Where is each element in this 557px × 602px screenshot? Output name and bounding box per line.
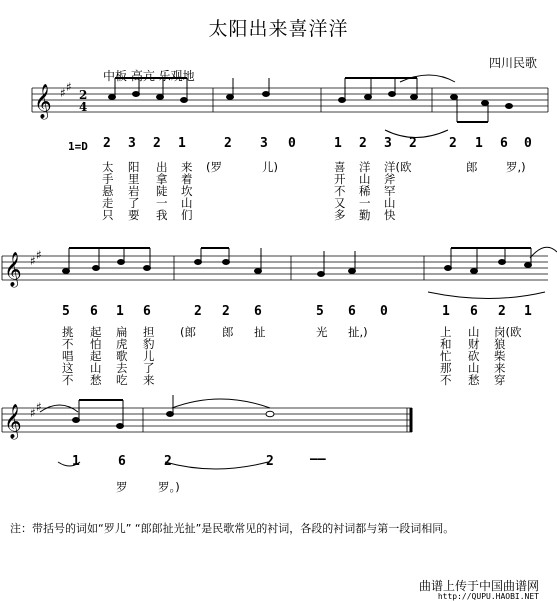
jianpu-note: 1 bbox=[72, 454, 80, 469]
lyric: 开 bbox=[334, 172, 346, 186]
jianpu-note: 2 bbox=[266, 454, 274, 469]
jianpu-note: 6 bbox=[254, 304, 262, 319]
lyric: 洋 bbox=[359, 160, 371, 174]
lyric: 太 bbox=[102, 160, 114, 174]
lyric: 扁 bbox=[116, 325, 128, 339]
jianpu-note: 2 bbox=[164, 454, 172, 469]
lyric: 来 bbox=[143, 373, 155, 387]
lyric: 起 bbox=[90, 325, 102, 339]
svg-text:♯: ♯ bbox=[30, 254, 36, 268]
lyric: (郎 bbox=[180, 325, 196, 339]
jianpu-note: 5 bbox=[62, 304, 70, 319]
lyric: 唱 bbox=[62, 349, 74, 363]
jianpu-note: 1 bbox=[178, 136, 186, 151]
lyric: 儿 bbox=[143, 349, 155, 363]
lyric: 担 bbox=[143, 325, 155, 339]
lyric: 来 bbox=[181, 160, 193, 174]
lyric: 里 bbox=[128, 172, 140, 186]
lyric: 们 bbox=[181, 208, 193, 222]
lyric: 手 bbox=[102, 172, 114, 186]
lyric: 和 bbox=[440, 337, 452, 351]
jianpu-note: 0 bbox=[288, 136, 296, 151]
lyric: (罗 bbox=[206, 160, 222, 174]
jianpu-note: 2 bbox=[498, 304, 506, 319]
lyric: 出 bbox=[156, 160, 168, 174]
watermark-text: 曲谱上传于中国曲谱网 bbox=[418, 579, 539, 593]
jianpu-note: 6 bbox=[90, 304, 98, 319]
lyric: 又 bbox=[334, 196, 346, 210]
lyric: 那 bbox=[440, 361, 452, 375]
lyric: 光 bbox=[316, 325, 328, 339]
lyric: 愁 bbox=[90, 373, 102, 387]
lyric: 山 bbox=[384, 196, 396, 210]
lyric: 斧 bbox=[384, 172, 396, 186]
lyric: 歌 bbox=[116, 349, 128, 363]
lyric: 不 bbox=[334, 184, 346, 198]
lyric: 着 bbox=[181, 172, 193, 186]
jianpu-note: 2 bbox=[224, 136, 232, 151]
key-signature-label: 1=D bbox=[68, 140, 88, 153]
watermark-url: http://QUPU.HAOBI.NET bbox=[437, 592, 539, 601]
lyric: 豹 bbox=[143, 337, 155, 351]
lyric: 不 bbox=[62, 337, 74, 351]
lyric: 了 bbox=[128, 196, 140, 210]
svg-text:♯: ♯ bbox=[36, 248, 42, 262]
lyric: 一 bbox=[156, 196, 168, 210]
jianpu-dash: —— bbox=[310, 452, 326, 467]
lyric: 怕 bbox=[90, 337, 102, 351]
jianpu-note: 2 bbox=[222, 304, 230, 319]
jianpu-note: 1 bbox=[524, 304, 532, 319]
lyric: 阳 bbox=[128, 160, 140, 174]
lyric: 扯,) bbox=[348, 325, 368, 339]
lyric: 山 bbox=[468, 325, 480, 339]
lyric: 岩 bbox=[128, 184, 140, 198]
footnote: 注：带括号的词如“罗儿” “郎郎扯光扯”是民歌常见的衬词，各段的衬词都与第一段词相同。 bbox=[10, 522, 455, 535]
jianpu-note: 6 bbox=[348, 304, 356, 319]
jianpu-note: 1 bbox=[334, 136, 342, 151]
jianpu-note: 3 bbox=[260, 136, 268, 151]
lyric: 勤 bbox=[359, 208, 371, 222]
jianpu-note: 2 bbox=[449, 136, 457, 151]
jianpu-note: 2 bbox=[194, 304, 202, 319]
lyric: 陡 bbox=[156, 184, 168, 198]
lyric: 了 bbox=[143, 361, 155, 375]
jianpu-note: 1 bbox=[442, 304, 450, 319]
svg-text:♯: ♯ bbox=[60, 86, 66, 100]
jianpu-note: 0 bbox=[524, 136, 532, 151]
lyric: 只 bbox=[102, 208, 114, 222]
jianpu-note: 6 bbox=[470, 304, 478, 319]
svg-text:2: 2 bbox=[79, 88, 88, 102]
lyric: 柴 bbox=[494, 349, 506, 363]
jianpu-note: 2 bbox=[359, 136, 367, 151]
lyric: 岗(欧 bbox=[494, 325, 522, 339]
jianpu-note: 6 bbox=[118, 454, 126, 469]
treble-clef-icon-2: 𝄞 bbox=[4, 252, 22, 287]
jianpu-note: 2 bbox=[409, 136, 417, 151]
jianpu-note: 1 bbox=[116, 304, 124, 319]
jianpu-note: 3 bbox=[384, 136, 392, 151]
lyric: 罗。) bbox=[158, 480, 180, 494]
staff-system-3 bbox=[2, 408, 412, 432]
lyric: 去 bbox=[116, 361, 128, 375]
lyric: 山 bbox=[90, 361, 102, 375]
lyric: 洋(欧 bbox=[384, 160, 412, 174]
jianpu-note: 0 bbox=[380, 304, 388, 319]
jianpu-note: 5 bbox=[316, 304, 324, 319]
lyric: 挑 bbox=[62, 325, 74, 339]
lyric: 狼 bbox=[494, 337, 506, 351]
lyric: 起 bbox=[90, 349, 102, 363]
staff-system-1 bbox=[32, 88, 548, 112]
lyric: 吃 bbox=[116, 373, 128, 387]
staff-system-2 bbox=[2, 256, 548, 280]
svg-text:♯: ♯ bbox=[66, 80, 72, 94]
jianpu-note: 2 bbox=[153, 136, 161, 151]
treble-clef-icon-3: 𝄞 bbox=[4, 404, 22, 439]
lyric: 郎 bbox=[466, 160, 478, 174]
lyric: 山 bbox=[359, 172, 371, 186]
lyric: 扯 bbox=[254, 325, 266, 339]
jianpu-note: 6 bbox=[500, 136, 508, 151]
lyric: 罗 bbox=[116, 480, 128, 494]
jianpu-note: 3 bbox=[128, 136, 136, 151]
lyric: 虎 bbox=[116, 337, 128, 351]
song-title: 太阳出来喜洋洋 bbox=[208, 18, 349, 40]
lyric: 不 bbox=[62, 373, 74, 387]
lyric: 要 bbox=[128, 208, 140, 222]
lyric: 来 bbox=[494, 361, 506, 375]
lyric: 忙 bbox=[440, 349, 452, 363]
svg-text:♯: ♯ bbox=[36, 400, 42, 414]
lyric: 这 bbox=[62, 361, 74, 375]
lyric: 坎 bbox=[181, 184, 193, 198]
svg-text:♯: ♯ bbox=[30, 406, 36, 420]
lyric: 砍 bbox=[468, 349, 480, 363]
jianpu-note: 2 bbox=[103, 136, 111, 151]
lyric: 儿) bbox=[262, 160, 278, 174]
jianpu-note: 6 bbox=[143, 304, 151, 319]
tempo-marking: 中板 高亢 乐观地 bbox=[103, 69, 195, 83]
lyric: 不 bbox=[440, 373, 452, 387]
lyric: 喜 bbox=[334, 160, 346, 174]
lyric: 财 bbox=[468, 337, 480, 351]
lyric: 山 bbox=[468, 361, 480, 375]
svg-text:4: 4 bbox=[79, 100, 88, 114]
lyric: 多 bbox=[334, 208, 346, 222]
lyric: 走 bbox=[102, 196, 114, 210]
lyric: 一 bbox=[359, 196, 371, 210]
lyric: 快 bbox=[384, 208, 396, 222]
song-origin: 四川民歌 bbox=[488, 56, 537, 70]
lyric: 上 bbox=[440, 325, 452, 339]
lyric: 稀 bbox=[359, 184, 371, 198]
lyric: 穿 bbox=[494, 373, 506, 387]
lyric: 罕 bbox=[384, 184, 396, 198]
treble-clef-icon: 𝄞 bbox=[34, 84, 52, 119]
lyric: 山 bbox=[181, 196, 193, 210]
lyric: 悬 bbox=[102, 184, 114, 198]
lyric: 郎 bbox=[222, 325, 234, 339]
lyric: 我 bbox=[156, 208, 168, 222]
lyric: 拿 bbox=[156, 172, 168, 186]
jianpu-note: 1 bbox=[475, 136, 483, 151]
lyric: 罗,) bbox=[506, 160, 526, 174]
lyric: 愁 bbox=[468, 373, 480, 387]
